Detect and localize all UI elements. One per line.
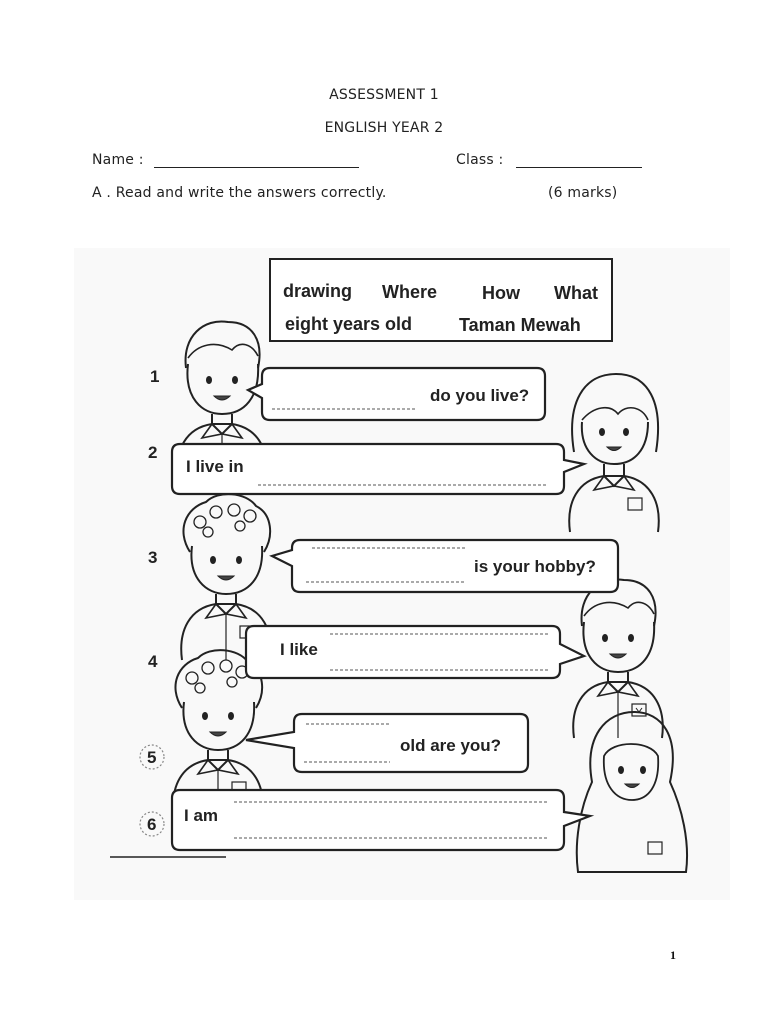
question-number-2: 2 bbox=[148, 443, 158, 462]
worksheet-title: ASSESSMENT 1 bbox=[329, 87, 439, 103]
question-number-1: 1 bbox=[150, 367, 160, 386]
question-number-6: 6 bbox=[147, 815, 157, 834]
question-number-3: 3 bbox=[148, 548, 158, 567]
worksheet-subtitle: ENGLISH YEAR 2 bbox=[324, 120, 444, 136]
word-bank-item: Taman Mewah bbox=[459, 315, 581, 335]
bubble-text-3: is your hobby? bbox=[474, 557, 596, 576]
word-bank-item: How bbox=[482, 283, 520, 303]
question-number-5: 5 bbox=[147, 748, 157, 767]
bubble-text-4: I like bbox=[280, 640, 318, 659]
speech-bubble-6 bbox=[172, 790, 590, 850]
bubble-text-5: old are you? bbox=[400, 736, 502, 755]
name-label: Name : bbox=[92, 152, 144, 168]
word-bank-item: What bbox=[554, 283, 598, 303]
page-number: 1 bbox=[670, 948, 676, 962]
question-number-4: 4 bbox=[148, 652, 158, 671]
bubble-text-1: do you live? bbox=[430, 386, 530, 405]
instruction-text: A . Read and write the answers correctly. bbox=[92, 185, 387, 201]
word-bank-item: drawing bbox=[283, 281, 353, 301]
marks-text: (6 marks) bbox=[548, 185, 618, 201]
class-label: Class : bbox=[456, 152, 504, 168]
word-bank-item: Where bbox=[382, 282, 438, 302]
word-bank-item: eight years old bbox=[285, 314, 413, 334]
bubble-text-2: I live in bbox=[186, 457, 244, 476]
bubble-text-6: I am bbox=[184, 806, 219, 825]
